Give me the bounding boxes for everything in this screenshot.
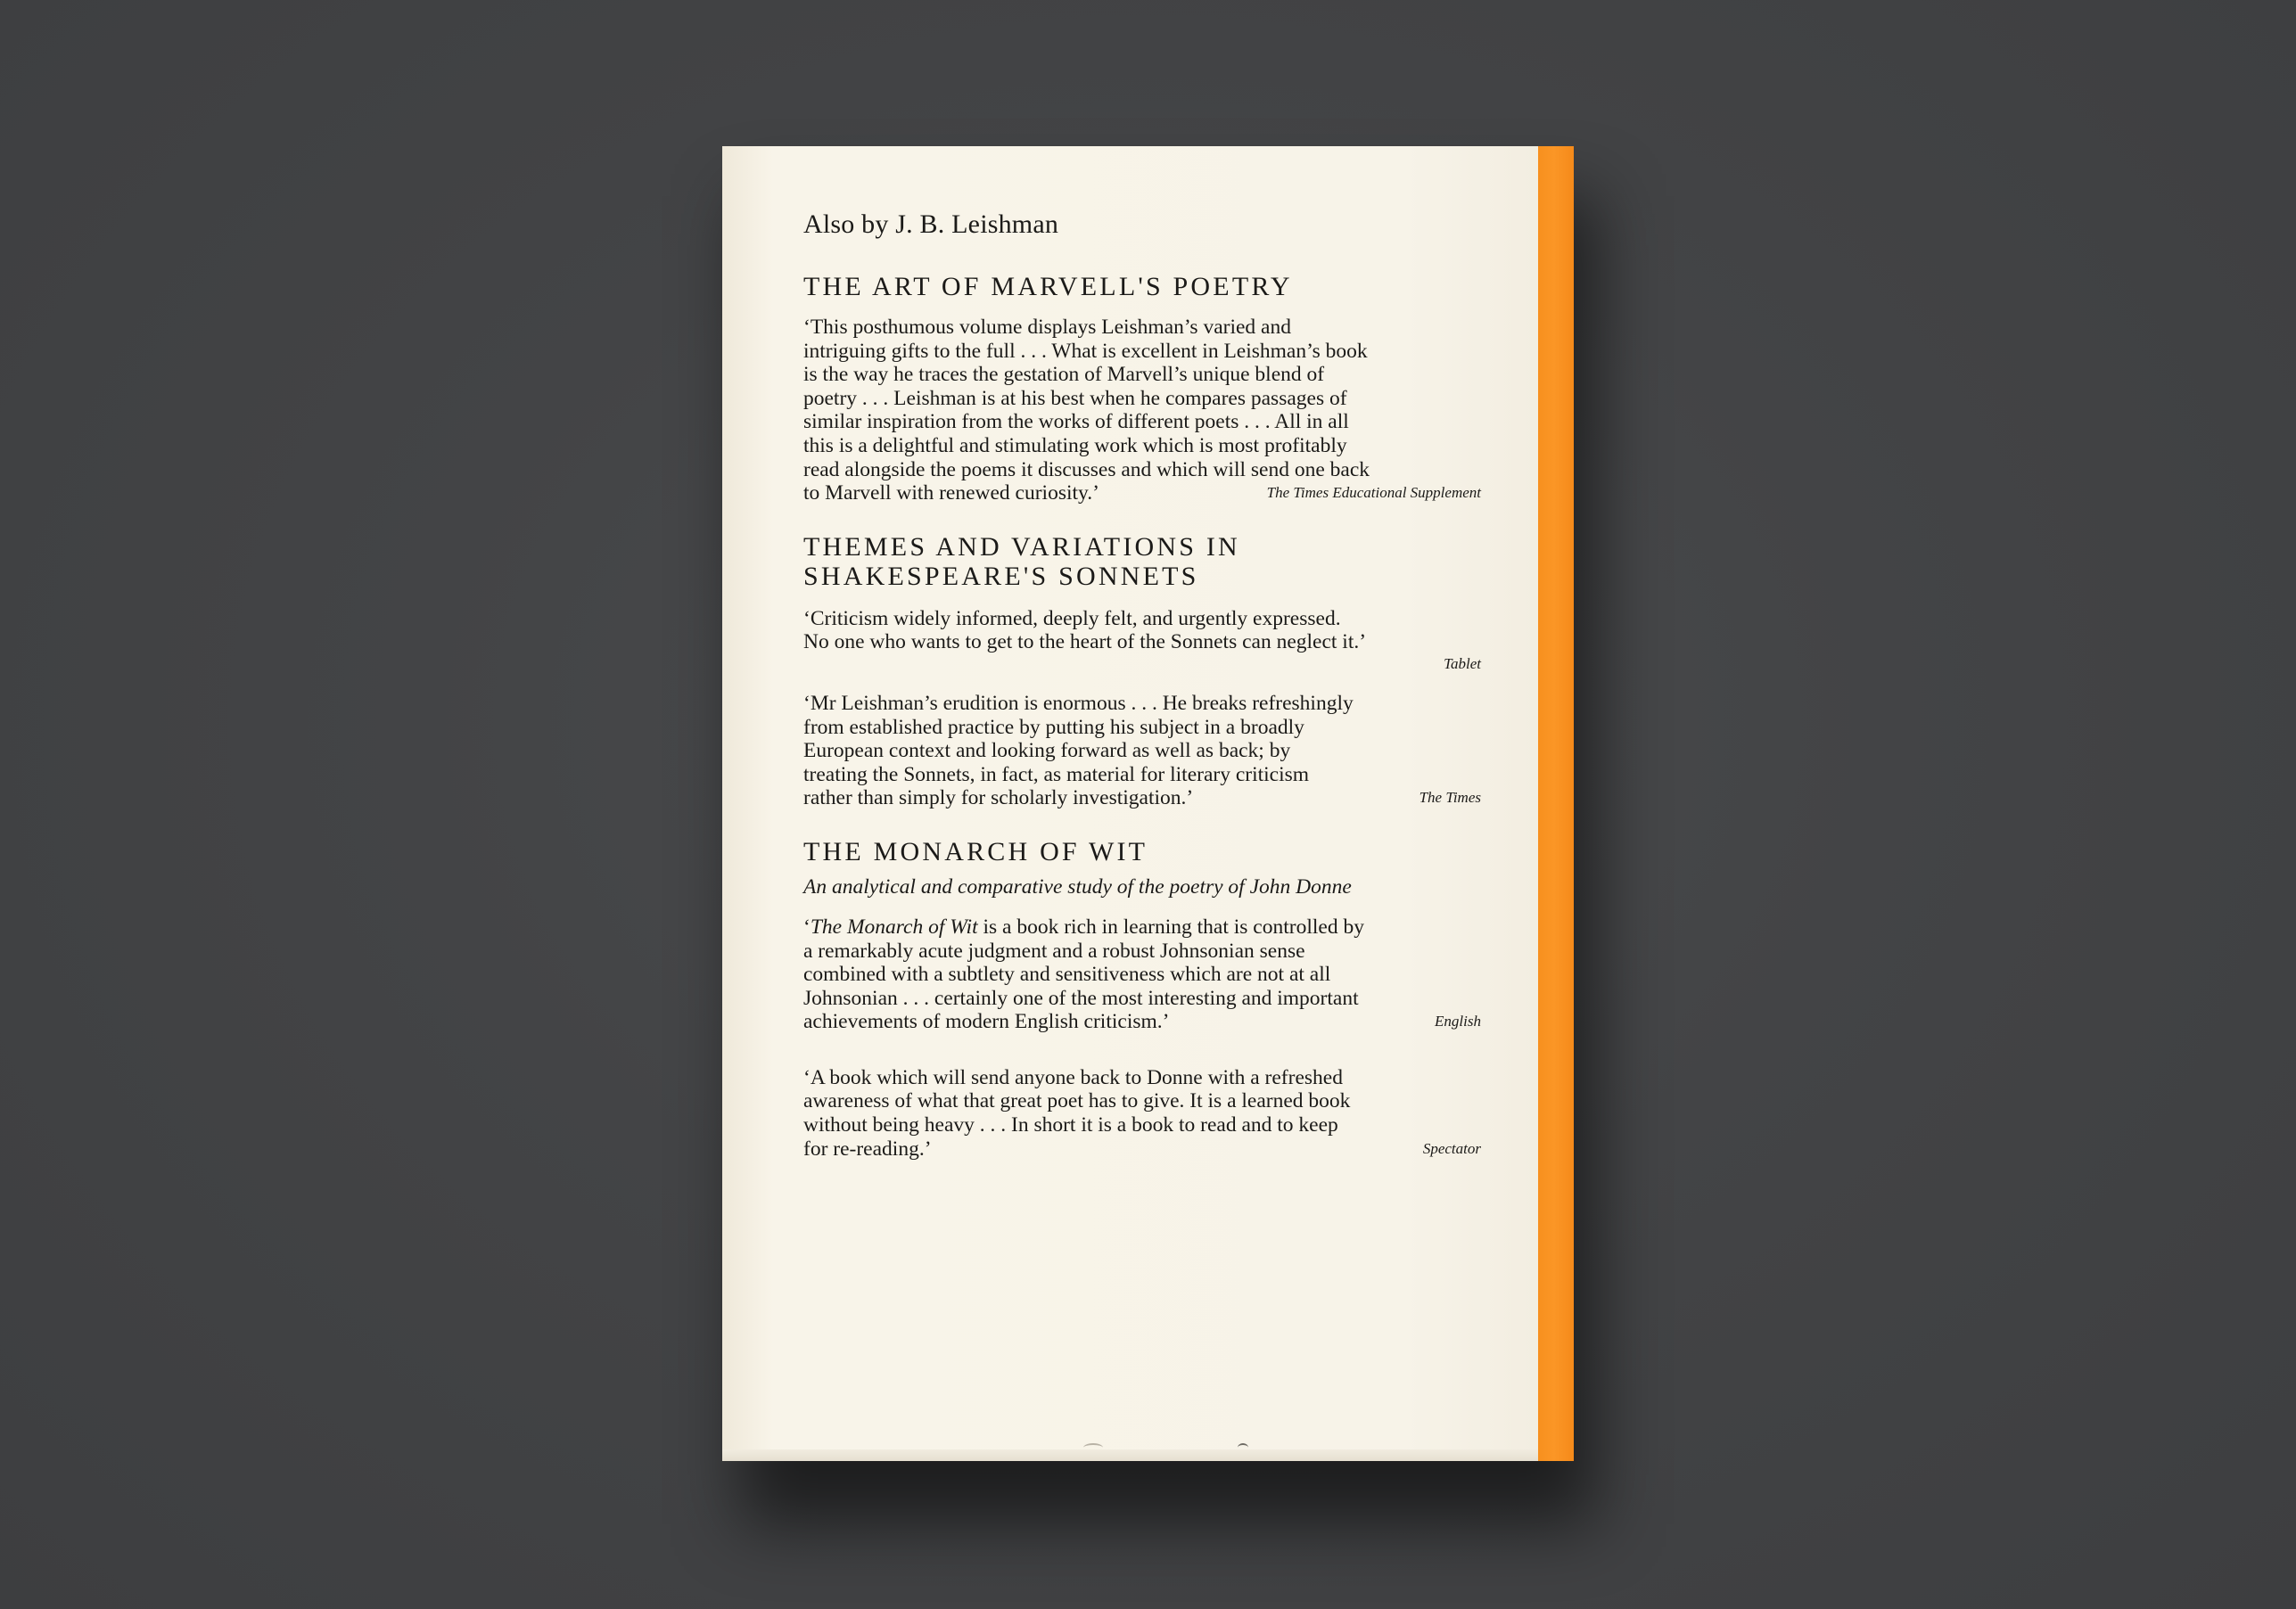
book-title-shakespeare: [803, 532, 1481, 591]
review-source: Spectator: [1422, 1139, 1481, 1157]
review-line-last: [803, 786, 1481, 810]
book-title-line: THEMES AND VARIATIONS IN: [803, 531, 1240, 562]
review-line: Johnsonian . . . certainly one of the most interesting and important: [803, 986, 1359, 1010]
book-subtitle: An analytical and comparative study of the poetry of John Donne: [803, 874, 1352, 899]
wear-mark: [1083, 1443, 1103, 1452]
italic-title: The Monarch of Wit: [810, 915, 978, 939]
review-line: rather than simply for scholarly investigation.’: [803, 786, 1194, 810]
review-line: No one who wants to get to the heart of the Sonnets can neglect it.’: [803, 630, 1367, 654]
review-line: achievements of modern English criticism.’: [803, 1010, 1170, 1034]
review-source: The Times Educational Supplement: [1266, 484, 1481, 502]
review-line: ‘Criticism widely informed, deeply felt, and urgently expressed.: [803, 606, 1341, 630]
review-line: ‘A book which will send anyone back to Donne with a refreshed: [803, 1065, 1343, 1089]
review-line: treating the Sonnets, in fact, as material for literary criticism: [803, 762, 1310, 786]
cover-bottom-edge: [722, 1449, 1538, 1461]
cover-text: [803, 209, 1481, 1161]
review-times: [803, 692, 1481, 810]
wear-mark: [1238, 1443, 1248, 1452]
review-marvell: [803, 316, 1481, 505]
also-by-heading: Also by J. B. Leishman: [803, 209, 1059, 239]
review-line: this is a delightful and stimulating work which is most profitably: [803, 433, 1347, 457]
review-line: for re-reading.’: [803, 1137, 932, 1161]
review-line-rest: is a book rich in learning that is controlled by: [977, 915, 1364, 939]
review-source: The Times: [1419, 789, 1481, 807]
orange-spine-band: [1538, 146, 1574, 1461]
review-line: ‘Mr Leishman’s erudition is enormous . . . He breaks refreshingly: [803, 691, 1354, 715]
review-line-last: [803, 1137, 1481, 1162]
book-back-cover: [722, 146, 1574, 1461]
review-line-last: [803, 1010, 1481, 1034]
review-tablet: [803, 607, 1481, 674]
review-line-first: ‘The Monarch of Wit is a book rich in learning that is controlled by: [803, 915, 1364, 939]
book-title-marvell: THE ART OF MARVELL'S POETRY: [803, 272, 1293, 301]
review-line: awareness of what that great poet has to give. It is a learned book: [803, 1089, 1351, 1113]
review-line: a remarkably acute judgment and a robust Johnsonian sense: [803, 939, 1305, 963]
review-english: [803, 915, 1481, 1034]
review-line: intriguing gifts to the full . . . What is excellent in Leishman’s book: [803, 339, 1368, 363]
book-title-monarch: THE MONARCH OF WIT: [803, 836, 1148, 866]
review-line-last: [803, 481, 1481, 505]
review-source: Tablet: [1444, 654, 1481, 672]
review-line: is the way he traces the gestation of Marvell’s unique blend of: [803, 363, 1325, 387]
review-line: similar inspiration from the works of different poets . . . All in all: [803, 410, 1349, 434]
review-spectator: [803, 1066, 1481, 1161]
review-line: read alongside the poems it discusses and which will send one back: [803, 457, 1370, 481]
review-line: combined with a subtlety and sensitiveness which are not at all: [803, 963, 1331, 987]
book-title-line: SHAKESPEARE'S SONNETS: [803, 561, 1199, 591]
review-line: to Marvell with renewed curiosity.’: [803, 481, 1099, 505]
review-line: ‘This posthumous volume displays Leishman’s varied and: [803, 316, 1291, 339]
review-source: English: [1435, 1013, 1481, 1030]
review-line: without being heavy . . . In short it is a book to read and to keep: [803, 1113, 1338, 1137]
review-line: from established practice by putting his subject in a broadly: [803, 715, 1304, 739]
review-line: European context and looking forward as well as back; by: [803, 739, 1291, 763]
review-line: poetry . . . Leishman is at his best when he compares passages of: [803, 386, 1347, 410]
